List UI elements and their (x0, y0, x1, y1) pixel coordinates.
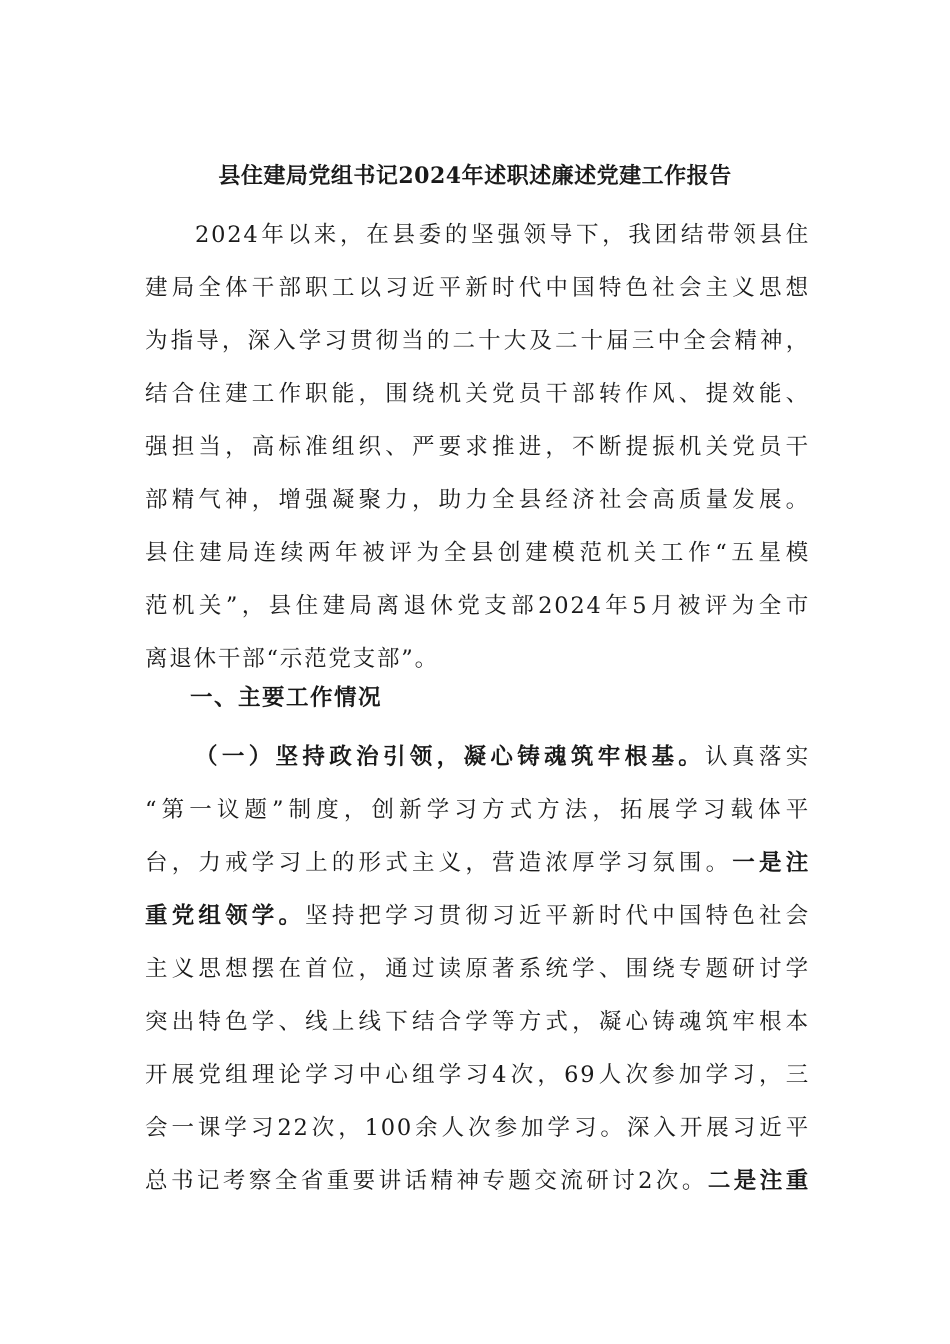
paragraph-line (145, 731, 810, 784)
paragraph-line (145, 890, 810, 943)
point-heading: 一是注 (732, 850, 810, 876)
paragraph-line: 2024年以来，在县委的坚强领导下，我团结带领县住 (195, 222, 810, 248)
line-text: 台，力戒学习上的形式主义，营造浓厚学习氛围。 (145, 850, 733, 876)
line-text: 认真落实 (705, 744, 810, 770)
section-heading: 一、主要工作情况 (190, 685, 383, 711)
paragraph-line (145, 1155, 810, 1208)
paragraph-line: 强担当，高标准组织、严要求推进，不断提振机关党员干 (145, 434, 810, 460)
line-text: 总书记考察全省重要讲话精神专题交流研讨2次。 (145, 1168, 708, 1194)
page-title: 县住建局党组书记2024年述职述廉述党建工作报告 (218, 163, 732, 189)
paragraph-line (145, 837, 810, 890)
line-text: 坚持把学习贯彻习近平新时代中国特色社会 (305, 903, 810, 929)
paragraph-line: 为指导，深入学习贯彻当的二十大及二十届三中全会精神， (145, 328, 810, 354)
paragraph-line: “第一议题”制度，创新学习方式方法，拓展学习载体平 (145, 797, 810, 823)
paragraph-line: 县住建局连续两年被评为全县创建模范机关工作“五星模 (145, 540, 810, 566)
paragraph-line: 突出特色学、线上线下结合学等方式，凝心铸魂筑牢根本 (145, 1009, 810, 1035)
paragraph-line: 主义思想摆在首位，通过读原著系统学、围绕专题研讨学 (145, 956, 810, 982)
paragraph-line: 结合住建工作职能，围绕机关党员干部转作风、提效能、 (145, 381, 810, 407)
paragraph-line: 会一课学习22次，100余人次参加学习。深入开展习近平 (145, 1115, 810, 1141)
paragraph-line: 部精气神，增强凝聚力，助力全县经济社会高质量发展。 (145, 487, 810, 513)
subsection-heading: （一）坚持政治引领，凝心铸魂筑牢根基。 (195, 744, 706, 770)
point-heading: 重党组领学。 (145, 903, 306, 929)
paragraph-line: 建局全体干部职工以习近平新时代中国特色社会主义思想 (145, 275, 810, 301)
paragraph-line: 开展党组理论学习中心组学习4次，69人次参加学习，三 (145, 1062, 810, 1088)
subsection-paragraph (145, 731, 810, 1208)
point-heading: 二是注重 (707, 1168, 810, 1194)
paragraph-line: 范机关”，县住建局离退休党支部2024年5月被评为全市 (145, 593, 810, 619)
paragraph-line: 离退休干部“示范党支部”。 (145, 646, 439, 672)
intro-paragraph (145, 209, 810, 686)
